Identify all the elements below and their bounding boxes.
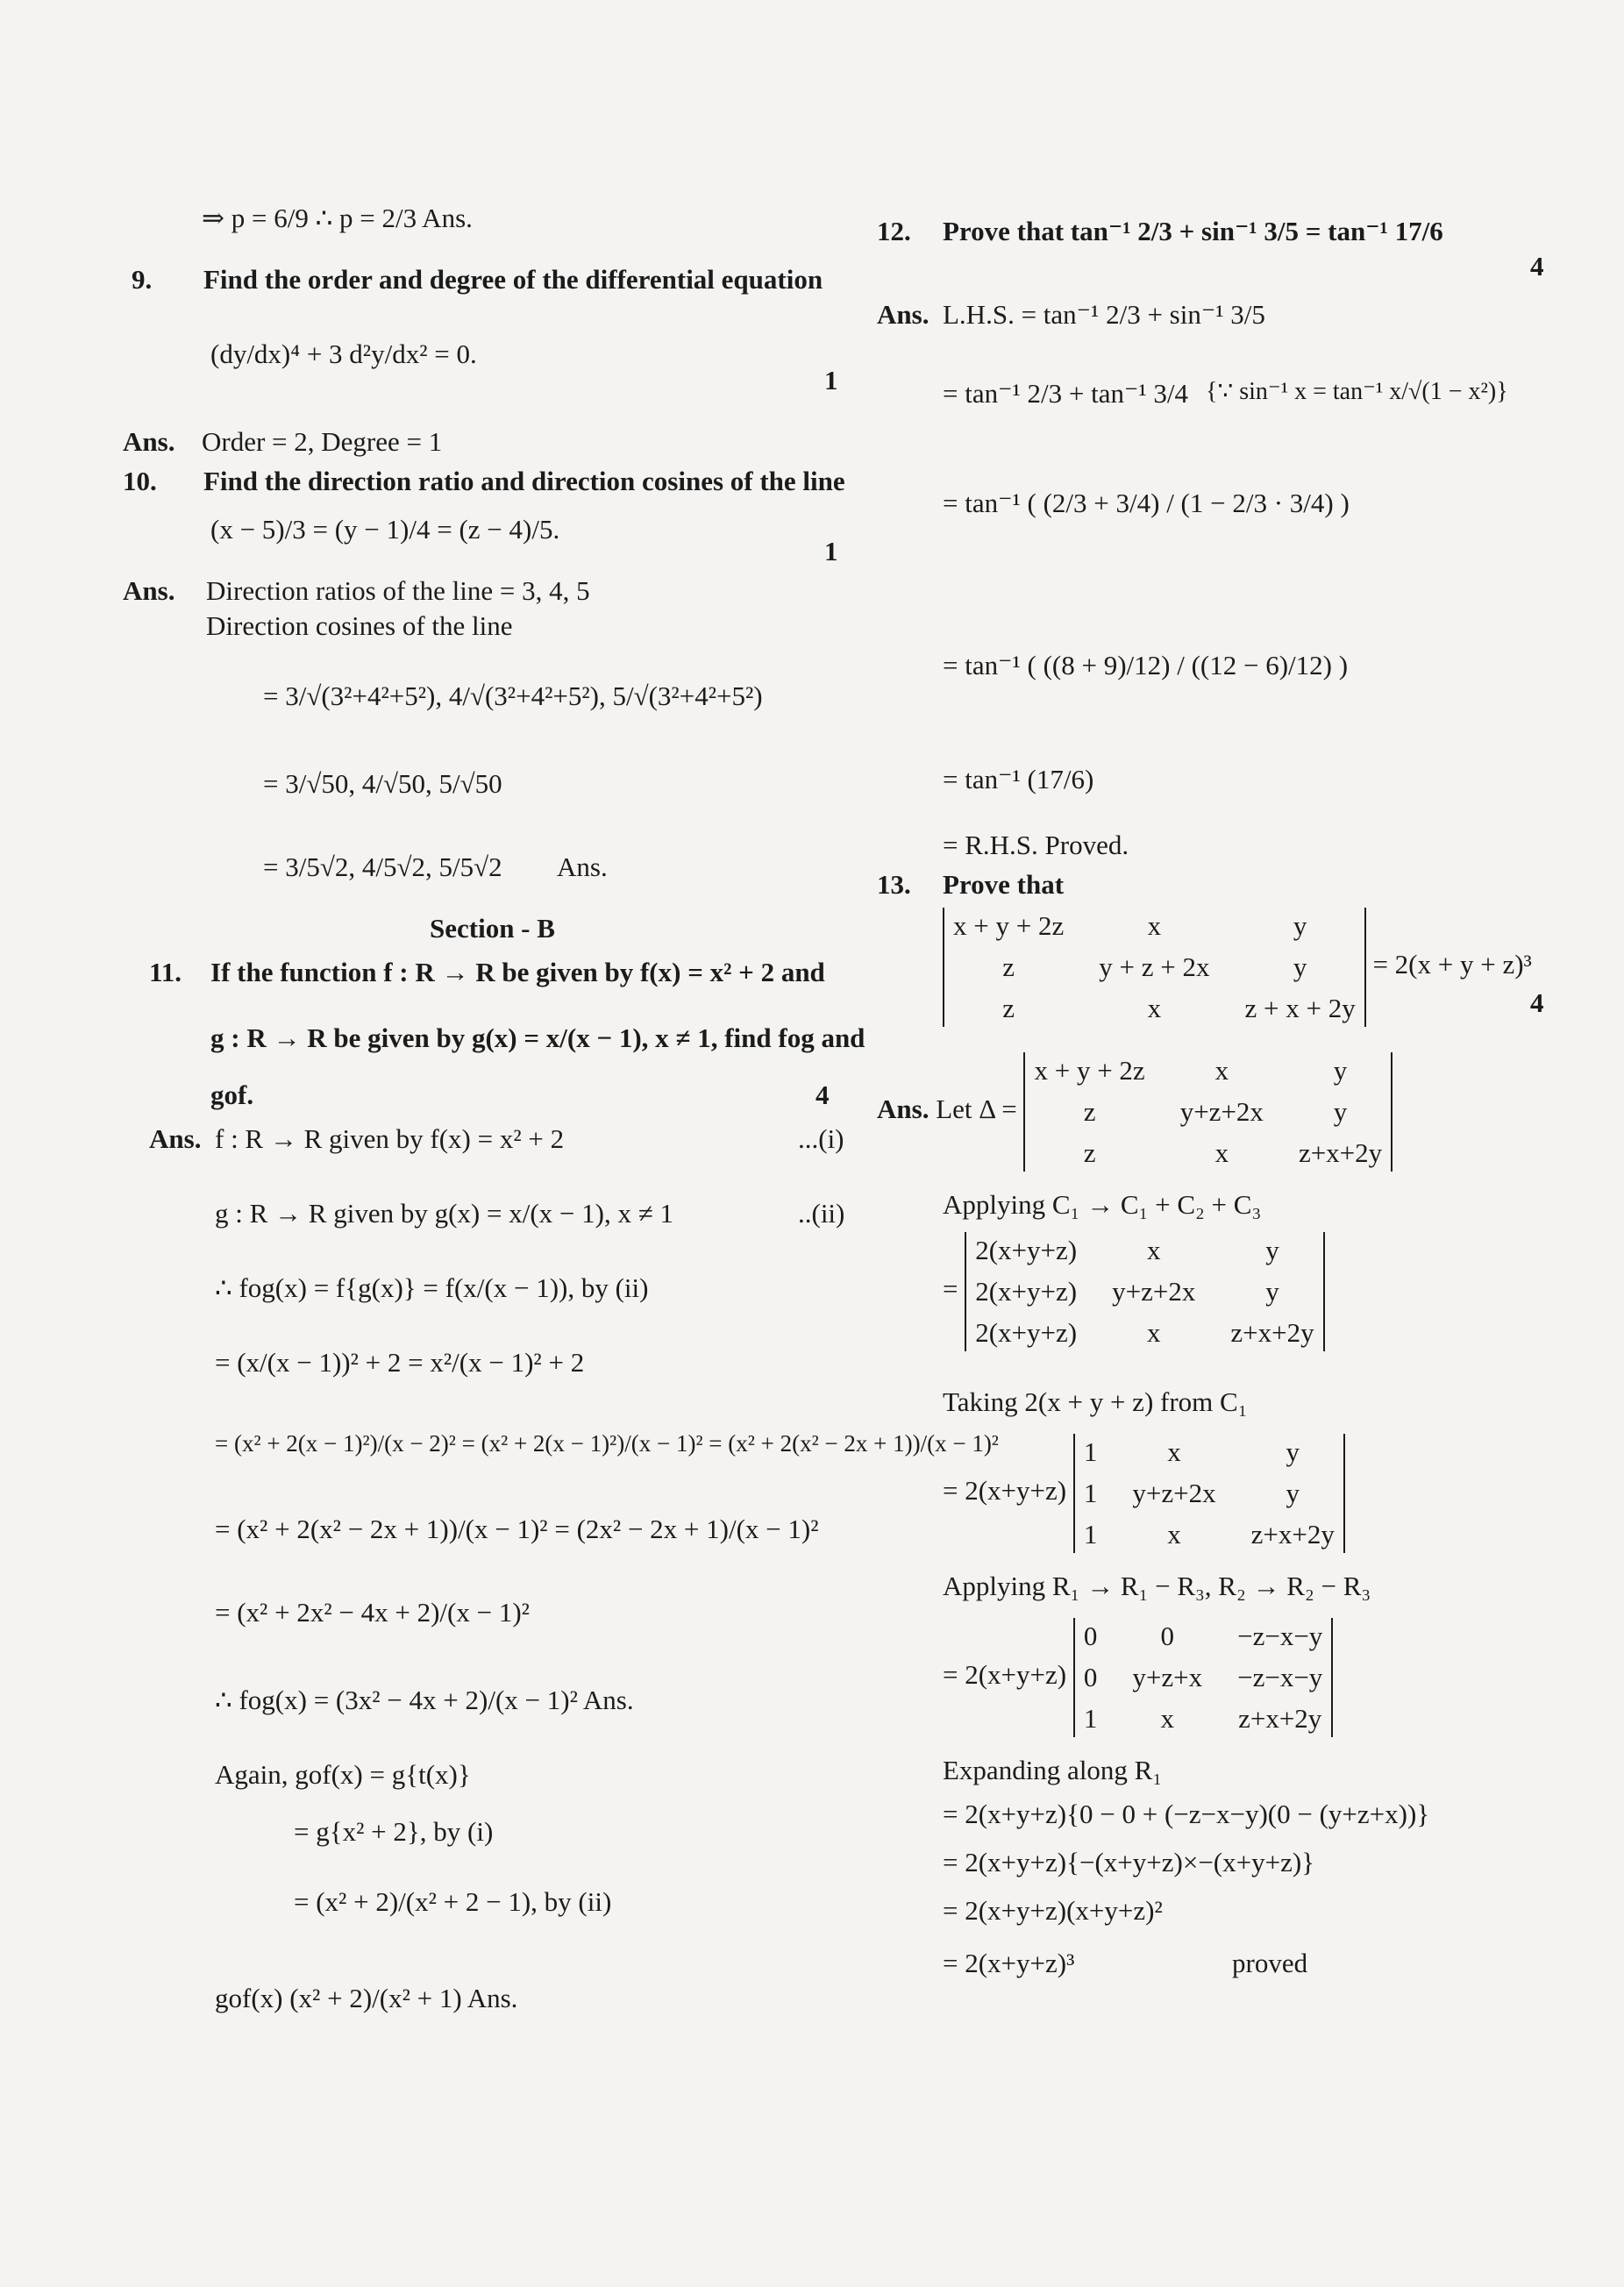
det-cell: 1 bbox=[1083, 1519, 1098, 1550]
det-cell: y bbox=[1293, 951, 1307, 983]
question-11-text-3: gof. bbox=[210, 1079, 254, 1110]
det-cell: 1 bbox=[1083, 1436, 1098, 1467]
det-cell: z + x + 2y bbox=[1244, 993, 1356, 1024]
question-13-step-2-result bbox=[943, 1434, 1345, 1553]
det-cell: 1 bbox=[1083, 1703, 1098, 1735]
det-cell: x bbox=[1167, 1519, 1181, 1550]
det-cell: y+z+2x bbox=[1179, 1096, 1264, 1128]
question-13-determinant-row bbox=[943, 908, 1532, 1027]
question-11-answer-line-8: ∴ fog(x) = (3x² − 4x + 2)/(x − 1)² Ans. bbox=[215, 1685, 634, 1715]
det-cell: −z−x−y bbox=[1237, 1662, 1323, 1693]
question-11-answer-label: Ans. bbox=[149, 1123, 202, 1154]
question-13-rhs: = 2(x + y + z)³ bbox=[1372, 948, 1532, 980]
question-12-answer-line-4: = tan⁻¹ ( ((8 + 9)/12) / ((12 − 6)/12) ) bbox=[943, 650, 1349, 680]
question-13-step-3-result bbox=[943, 1618, 1333, 1737]
question-11-answer-line-9: Again, gof(x) = g{t(x)} bbox=[215, 1759, 471, 1790]
det-cell: −z−x−y bbox=[1237, 1621, 1323, 1651]
det-cell: 2(x+y+z) bbox=[975, 1317, 1078, 1349]
det-cell: z+x+2y bbox=[1230, 1317, 1314, 1349]
question-11-marks: 4 bbox=[816, 1079, 830, 1110]
question-13-answer-label: Ans. bbox=[877, 1093, 930, 1124]
det-cell: x bbox=[1147, 910, 1162, 941]
question-11-answer-line-5: = (x² + 2(x − 1)²)/(x − 2)² = (x² + 2(x − 1)²)/(x − 1)² = (x² + 2(x² − 2x + 1))/(x − 1)² bbox=[215, 1430, 999, 1457]
question-13-expansion-2: = 2(x+y+z){−(x+y+z)×−(x+y+z)} bbox=[943, 1847, 1315, 1877]
question-10-equation: (x − 5)/3 = (y − 1)/4 = (z − 4)/5. bbox=[210, 514, 560, 545]
question-9-equation: (dy/dx)⁴ + 3 d²y/dx² = 0. bbox=[210, 338, 477, 369]
det-cell: 0 bbox=[1160, 1621, 1174, 1651]
det-cell: z bbox=[1083, 1096, 1096, 1128]
question-13-step-1: Applying C₁ → C₁ + C₂ + C₃ bbox=[943, 1189, 1262, 1220]
question-12-marks: 4 bbox=[1530, 251, 1544, 281]
det-cell: y bbox=[1333, 1055, 1348, 1086]
det-cell: y+z+2x bbox=[1112, 1276, 1196, 1307]
question-11-answer-line-7: = (x² + 2x² − 4x + 2)/(x − 1)² bbox=[215, 1597, 530, 1628]
question-12-text: Prove that tan⁻¹ 2/3 + sin⁻¹ 3/5 = tan⁻¹ 17/6 bbox=[943, 216, 1443, 246]
question-11-answer-line-4: = (x/(x − 1))² + 2 = x²/(x − 1)² + 2 bbox=[215, 1347, 585, 1378]
question-12-answer-line-3: = tan⁻¹ ( (2/3 + 3/4) / (1 − 2/3 · 3/4) ) bbox=[943, 488, 1350, 518]
question-11-number: 11. bbox=[149, 957, 182, 987]
question-13-step-1-result bbox=[943, 1232, 1325, 1351]
det-cell: x + y + 2z bbox=[953, 910, 1065, 941]
question-10-answer-line-1: Direction ratios of the line = 3, 4, 5 bbox=[206, 575, 590, 606]
question-9-number: 9. bbox=[132, 264, 153, 295]
question-10-answer-line-3: = 3/√(3²+4²+5²), 4/√(3²+4²+5²), 5/√(3²+4²+5²) bbox=[263, 680, 763, 711]
det-cell: y bbox=[1265, 1235, 1279, 1265]
question-13-determinant bbox=[943, 908, 1366, 1027]
question-12-answer-line-2: = tan⁻¹ 2/3 + tan⁻¹ 3/4 bbox=[943, 378, 1188, 409]
question-13-step-2: Taking 2(x + y + z) from C₁ bbox=[943, 1386, 1248, 1417]
question-13-marks: 4 bbox=[1530, 987, 1544, 1018]
question-11-tag-i: ...(i) bbox=[798, 1123, 844, 1154]
question-10-answer-line-4: = 3/√50, 4/√50, 5/√50 bbox=[263, 768, 502, 799]
question-13-determinant-3 bbox=[965, 1232, 1324, 1351]
line-p-result: ⇒ p = 6/9 ∴ p = 2/3 Ans. bbox=[202, 203, 473, 233]
question-12-answer-line-1: L.H.S. = tan⁻¹ 2/3 + sin⁻¹ 3/5 bbox=[943, 299, 1265, 330]
question-11-answer-line-1: f : R → R given by f(x) = x² + 2 bbox=[215, 1123, 565, 1154]
det-cell: y bbox=[1286, 1478, 1300, 1509]
question-13-determinant-4 bbox=[1073, 1434, 1345, 1553]
det-cell: y + z + 2x bbox=[1099, 951, 1210, 983]
det-cell: z+x+2y bbox=[1238, 1703, 1322, 1735]
det-cell: 0 bbox=[1083, 1621, 1098, 1651]
question-12-answer-note: {∵ sin⁻¹ x = tan⁻¹ x/√(1 − x²)} bbox=[1206, 378, 1508, 405]
det-cell: z bbox=[1002, 993, 1015, 1024]
det-cell: y+z+2x bbox=[1132, 1478, 1216, 1509]
question-11-text-1: If the function f : R → R be given by f(x) = x² + 2 and bbox=[210, 957, 825, 987]
question-13-let: Let Δ = bbox=[936, 1093, 1017, 1124]
question-12-answer-line-5: = tan⁻¹ (17/6) bbox=[943, 764, 1094, 794]
question-11-tag-ii: ..(ii) bbox=[798, 1198, 845, 1229]
question-13-expansion-1: = 2(x+y+z){0 − 0 + (−z−x−y)(0 − (y+z+x))} bbox=[943, 1799, 1430, 1829]
equals-sign: = bbox=[943, 1272, 958, 1304]
det-cell: x bbox=[1146, 1235, 1161, 1265]
question-11-answer-line-3: ∴ fog(x) = f{g(x)} = f(x/(x − 1)), by (ii) bbox=[215, 1272, 649, 1303]
question-13-expansion-4: = 2(x+y+z)³ bbox=[943, 1948, 1075, 1978]
det-cell: 1 bbox=[1083, 1478, 1098, 1509]
question-13-number: 13. bbox=[877, 869, 911, 900]
det-cell: 2(x+y+z) bbox=[975, 1276, 1078, 1307]
det-cell: 2(x+y+z) bbox=[975, 1235, 1078, 1265]
question-11-answer-line-10: = g{x² + 2}, by (i) bbox=[294, 1816, 494, 1847]
question-13-delta-determinant bbox=[1023, 1052, 1393, 1172]
det-cell: y bbox=[1333, 1096, 1348, 1128]
question-10-number: 10. bbox=[123, 466, 157, 496]
question-11-answer-line-6: = (x² + 2(x² − 2x + 1))/(x − 1)² = (2x² − 2x + 1)/(x − 1)² bbox=[215, 1514, 819, 1544]
section-heading: Section - B bbox=[430, 913, 555, 944]
det-cell: x bbox=[1147, 993, 1162, 1024]
det-cell: z+x+2y bbox=[1250, 1519, 1335, 1550]
question-12-number: 12. bbox=[877, 216, 911, 246]
question-11-answer-line-12: gof(x) (x² + 2)/(x² + 1) Ans. bbox=[215, 1983, 518, 2013]
question-9-marks: 1 bbox=[824, 365, 838, 395]
det-cell: 0 bbox=[1083, 1662, 1098, 1693]
question-13-expansion-3: = 2(x+y+z)(x+y+z)² bbox=[943, 1895, 1163, 1926]
question-12-answer-line-6: = R.H.S. Proved. bbox=[943, 830, 1129, 860]
question-13-step-3: Applying R₁ → R₁ − R₃, R₂ → R₂ − R₃ bbox=[943, 1571, 1371, 1601]
question-10-answer-line-2: Direction cosines of the line bbox=[206, 610, 513, 641]
question-10-marks: 1 bbox=[824, 536, 838, 566]
question-10-answer-end: Ans. bbox=[557, 851, 608, 882]
question-13-text: Prove that bbox=[943, 869, 1065, 900]
question-9-answer: Order = 2, Degree = 1 bbox=[202, 426, 443, 457]
det-cell: x + y + 2z bbox=[1034, 1055, 1145, 1086]
question-13-proved: proved bbox=[1232, 1948, 1308, 1978]
question-12-answer-label: Ans. bbox=[877, 299, 930, 330]
question-11-answer-line-2: g : R → R given by g(x) = x/(x − 1), x ≠ 1 bbox=[215, 1198, 673, 1229]
det-cell: x bbox=[1167, 1436, 1181, 1467]
question-11-text-2: g : R → R be given by g(x) = x/(x − 1), x ≠ 1, find fog and bbox=[210, 1022, 865, 1053]
det-cell: x bbox=[1160, 1703, 1174, 1735]
det-cell: x bbox=[1214, 1137, 1229, 1169]
question-11-answer-line-11: = (x² + 2)/(x² + 2 − 1), by (ii) bbox=[294, 1886, 612, 1917]
question-10-answer-line-5: = 3/5√2, 4/5√2, 5/5√2 bbox=[263, 851, 502, 882]
question-9-answer-label: Ans. bbox=[123, 426, 175, 457]
question-13-determinant-5 bbox=[1073, 1618, 1333, 1737]
det-cell: y+z+x bbox=[1132, 1662, 1203, 1693]
det-cell: z bbox=[1002, 951, 1015, 983]
det-cell: x bbox=[1214, 1055, 1229, 1086]
det-cell: y bbox=[1265, 1276, 1279, 1307]
det-cell: z+x+2y bbox=[1298, 1137, 1383, 1169]
question-13-prefix-4: = 2(x+y+z) bbox=[943, 1474, 1067, 1506]
det-cell: y bbox=[1286, 1436, 1300, 1467]
det-cell: y bbox=[1293, 910, 1307, 941]
question-10-text: Find the direction ratio and direction cosines of the line bbox=[203, 466, 845, 496]
question-13-step-4: Expanding along R₁ bbox=[943, 1755, 1163, 1785]
question-13-answer-row bbox=[877, 1052, 1393, 1172]
det-cell: x bbox=[1146, 1317, 1161, 1349]
det-cell: z bbox=[1083, 1137, 1096, 1169]
question-13-prefix-5: = 2(x+y+z) bbox=[943, 1658, 1067, 1690]
question-10-answer-label: Ans. bbox=[123, 575, 175, 606]
question-9-text: Find the order and degree of the differential equation bbox=[203, 264, 823, 295]
